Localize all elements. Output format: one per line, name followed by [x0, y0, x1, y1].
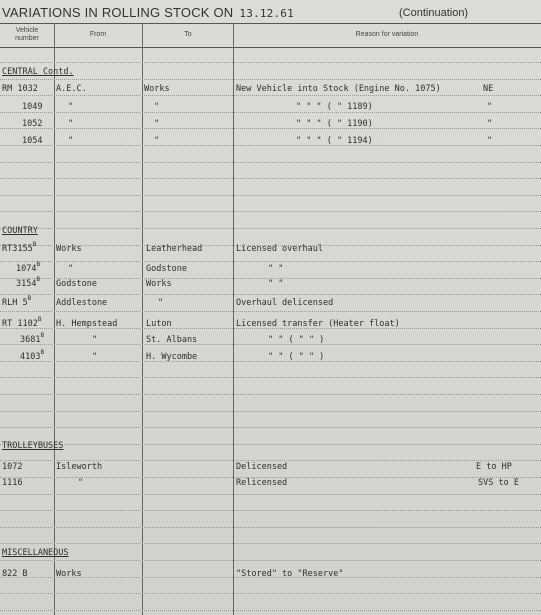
to-cell: ": [154, 102, 160, 112]
ruled-line: [0, 610, 541, 611]
ruled-line: [0, 128, 541, 129]
ruled-line: [0, 162, 541, 163]
remark-cell: ": [487, 119, 493, 129]
reason-cell: " " ( " " ): [268, 335, 325, 345]
to-cell: H. Wycombe: [146, 352, 198, 362]
to-cell: Works: [144, 84, 170, 94]
ruled-line: [0, 377, 541, 378]
vehicle-number: 1054: [22, 136, 43, 146]
reason-cell: " " ( " " ): [268, 352, 325, 362]
remark-cell: NE: [483, 84, 494, 94]
ruled-line: [0, 211, 541, 212]
reason-cell: " ": [268, 264, 284, 274]
header-top-line: [0, 23, 541, 24]
section-miscellaneous: MISCELLANEOUS: [2, 548, 69, 558]
to-cell: St. Albans: [146, 335, 198, 345]
page-title: [2, 5, 294, 20]
reason-cell: "Stored" to "Reserve": [236, 569, 344, 579]
ruled-line: [0, 294, 541, 295]
from-cell: ": [68, 119, 74, 129]
vehicle-number: $3681^B$: [20, 332, 45, 345]
from-cell: ": [68, 136, 74, 146]
ruled-line: [0, 444, 541, 445]
ruled-line: [0, 494, 541, 495]
reason-cell: Relicensed: [236, 478, 288, 488]
title-text: VARIATIONS IN ROLLING STOCK ON: [2, 5, 234, 20]
reason-cell: Overhaul delicensed: [236, 298, 334, 308]
header-reason: Reason for variation: [355, 31, 419, 38]
section-trolleybuses: TROLLEYBUSES: [2, 441, 64, 451]
vehicle-number: 1052: [22, 119, 43, 129]
reason-cell: " " " ( " 1189): [296, 102, 373, 112]
header-from: From: [89, 31, 107, 38]
ruled-line: [0, 543, 541, 544]
from-cell: Isleworth: [56, 462, 103, 472]
reason-cell: Licensed transfer (Heater float): [236, 319, 400, 329]
vehicle-number: 1049: [22, 102, 43, 112]
from-cell: ": [92, 335, 98, 345]
vehicle-number: 822 B: [2, 569, 28, 579]
ruled-line: [0, 427, 541, 428]
from-cell: ": [78, 478, 84, 488]
ruled-line: [0, 228, 541, 229]
vehicle-number: 1072: [2, 462, 23, 472]
ruled-line: [0, 510, 541, 511]
ruled-line: [0, 527, 541, 528]
from-cell: Works: [56, 569, 82, 579]
vehicle-number: $RT3155^B$: [2, 241, 37, 254]
vehicle-number: $4103^B$: [20, 349, 45, 362]
from-cell: ": [68, 102, 74, 112]
continuation-label: (Continuation): [399, 7, 469, 19]
reason-cell: Delicensed: [236, 462, 288, 472]
ruled-line: [0, 112, 541, 113]
from-cell: A.E.C.: [56, 84, 87, 94]
ruled-line: [0, 394, 541, 395]
section-country: COUNTRY: [2, 226, 38, 236]
remark-cell: ": [487, 136, 493, 146]
vehicle-number: RT $1102^B$: [2, 316, 42, 329]
title-date: 13.12.61: [239, 7, 294, 20]
header-to: To: [184, 31, 192, 38]
from-cell: Addlestone: [56, 298, 108, 308]
from-cell: Works: [56, 244, 82, 254]
reason-cell: " " " ( " 1190): [296, 119, 373, 129]
ruled-line: [0, 593, 541, 594]
reason-cell: " ": [268, 279, 284, 289]
ruled-line: [0, 145, 541, 146]
from-cell: H. Hempstead: [56, 319, 118, 329]
to-cell: Works: [146, 279, 172, 289]
section-central: CENTRAL Contd.: [2, 67, 74, 77]
to-cell: ": [154, 136, 160, 146]
ruled-line: [0, 79, 541, 80]
from-cell: ": [68, 264, 74, 274]
ruled-line: [0, 560, 541, 561]
ruled-line: [0, 95, 541, 96]
header-vehicle-number: Vehicle number: [15, 27, 39, 42]
to-cell: ": [158, 298, 164, 308]
ruled-line: [0, 411, 541, 412]
reason-cell: New Vehicle into Stock (Engine No. 1075): [236, 84, 441, 94]
vehicle-number: RLH $5^B$: [2, 295, 32, 308]
to-cell: ": [154, 119, 160, 129]
to-cell: Godstone: [146, 264, 187, 274]
vehicle-number: $1074^B$: [16, 261, 41, 274]
ruled-line: [0, 62, 541, 63]
remark-cell: ": [487, 102, 493, 112]
vehicle-number: 1116: [2, 478, 23, 488]
from-cell: Godstone: [56, 279, 97, 289]
from-cell: ": [92, 352, 98, 362]
ruled-line: [0, 261, 541, 262]
to-cell: Leatherhead: [146, 244, 203, 254]
remark-cell: SVS to E: [478, 478, 519, 488]
remark-cell: E to HP: [476, 462, 512, 472]
to-cell: Luton: [146, 319, 172, 329]
ruled-line: [0, 178, 541, 179]
vehicle-number: RM 1032: [2, 84, 38, 94]
ruled-line: [0, 195, 541, 196]
ruled-line: [0, 460, 541, 461]
header-bottom-line: [0, 47, 541, 48]
reason-cell: Licensed overhaul: [236, 244, 323, 254]
ruled-line: [0, 311, 541, 312]
reason-cell: " " " ( " 1194): [296, 136, 373, 146]
vehicle-number: $3154^B$: [16, 276, 41, 289]
